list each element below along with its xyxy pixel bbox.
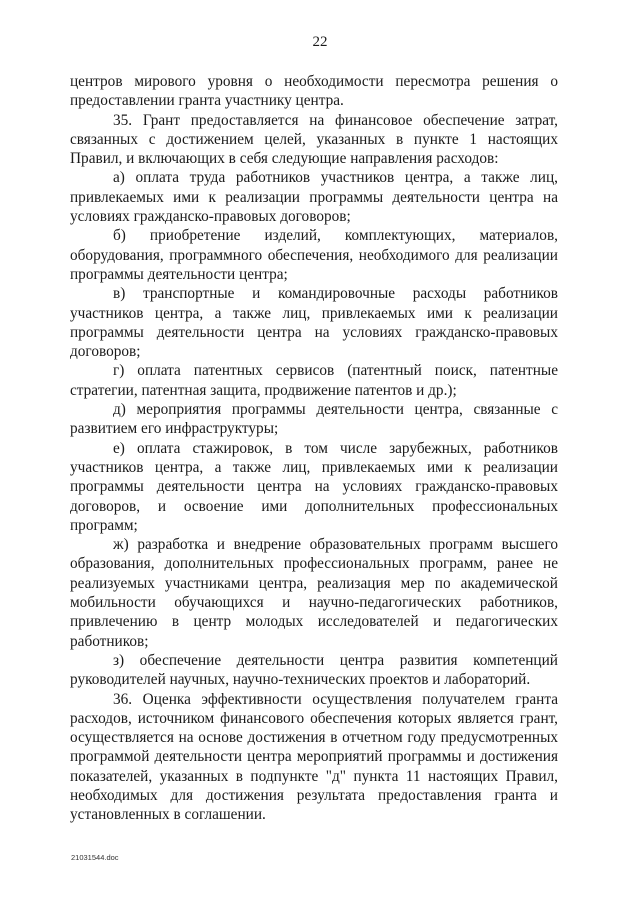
document-body: [70, 72, 558, 825]
paragraph-clause-35: 35. Грант предоставляется на финансовое обеспечение затрат, связанных с достижением целей, указанных в пункте 1 настоящих Правил, и включающих в себя следующие направления расходов:: [70, 111, 558, 168]
list-item-d: д) мероприятия программы деятельности центра, связанные с развитием его инфраструктуры;: [70, 401, 558, 438]
paragraph-clause-36: 36. Оценка эффективности осуществления получателем гранта расходов, источником финансового обеспечения которых является грант, осуществляется на основе достижения в отчетном году предусмотренных программой деятельности центра мероприятий программы и достижения показателей, указанных в подпункте "д" пункта 11 настоящих Правил, необходимых для достижения результата предоставления гранта и установленных в соглашении.: [70, 690, 558, 824]
list-item-b: б) приобретение изделий, комплектующих, материалов, оборудования, программного обеспечения, необходимого для реализации программы деятельности центра;: [70, 227, 558, 283]
list-item-v: в) транспортные и командировочные расходы работников участников центра, а также лиц, привлекаемых ими к реализации программы деятельности центра на условиях гражданско-правовых договоров;: [70, 285, 558, 361]
paragraph-continuation: центров мирового уровня о необходимости пересмотра решения о предоставлении гранта участнику центра.: [70, 73, 558, 110]
list-item-a: а) оплата труда работников участников центра, а также лиц, привлекаемых ими к реализации программы деятельности центра на условиях гражданско-правовых договоров;: [70, 169, 558, 226]
list-item-zh: ж) разработка и внедрение образовательных программ высшего образования, дополнительных профессиональных программ, ранее не реализуемых участниками центра, реализация мер по академической мобильности обучающихся и научно-педагогических работников, привлечению в центр молодых исследователей и педагогических работников;: [70, 536, 558, 650]
page-number: 22: [312, 34, 328, 50]
list-item-z: з) обеспечение деятельности центра развития компетенций руководителей научных, научно-технических проектов и лабораторий.: [70, 651, 558, 689]
list-item-g: г) оплата патентных сервисов (патентный поиск, патентные стратегии, патентная защита, продвижение патентов и др.);: [70, 362, 558, 399]
list-item-e: е) оплата стажировок, в том числе зарубежных, работников участников центра, а также лиц, привлекаемых ими к реализации программы деятельности центра на условиях гражданско-правовых договоров, и освоение ими дополнительных профессиональных программ;: [70, 439, 558, 534]
document-file-code: 21031544.doc: [71, 853, 119, 862]
